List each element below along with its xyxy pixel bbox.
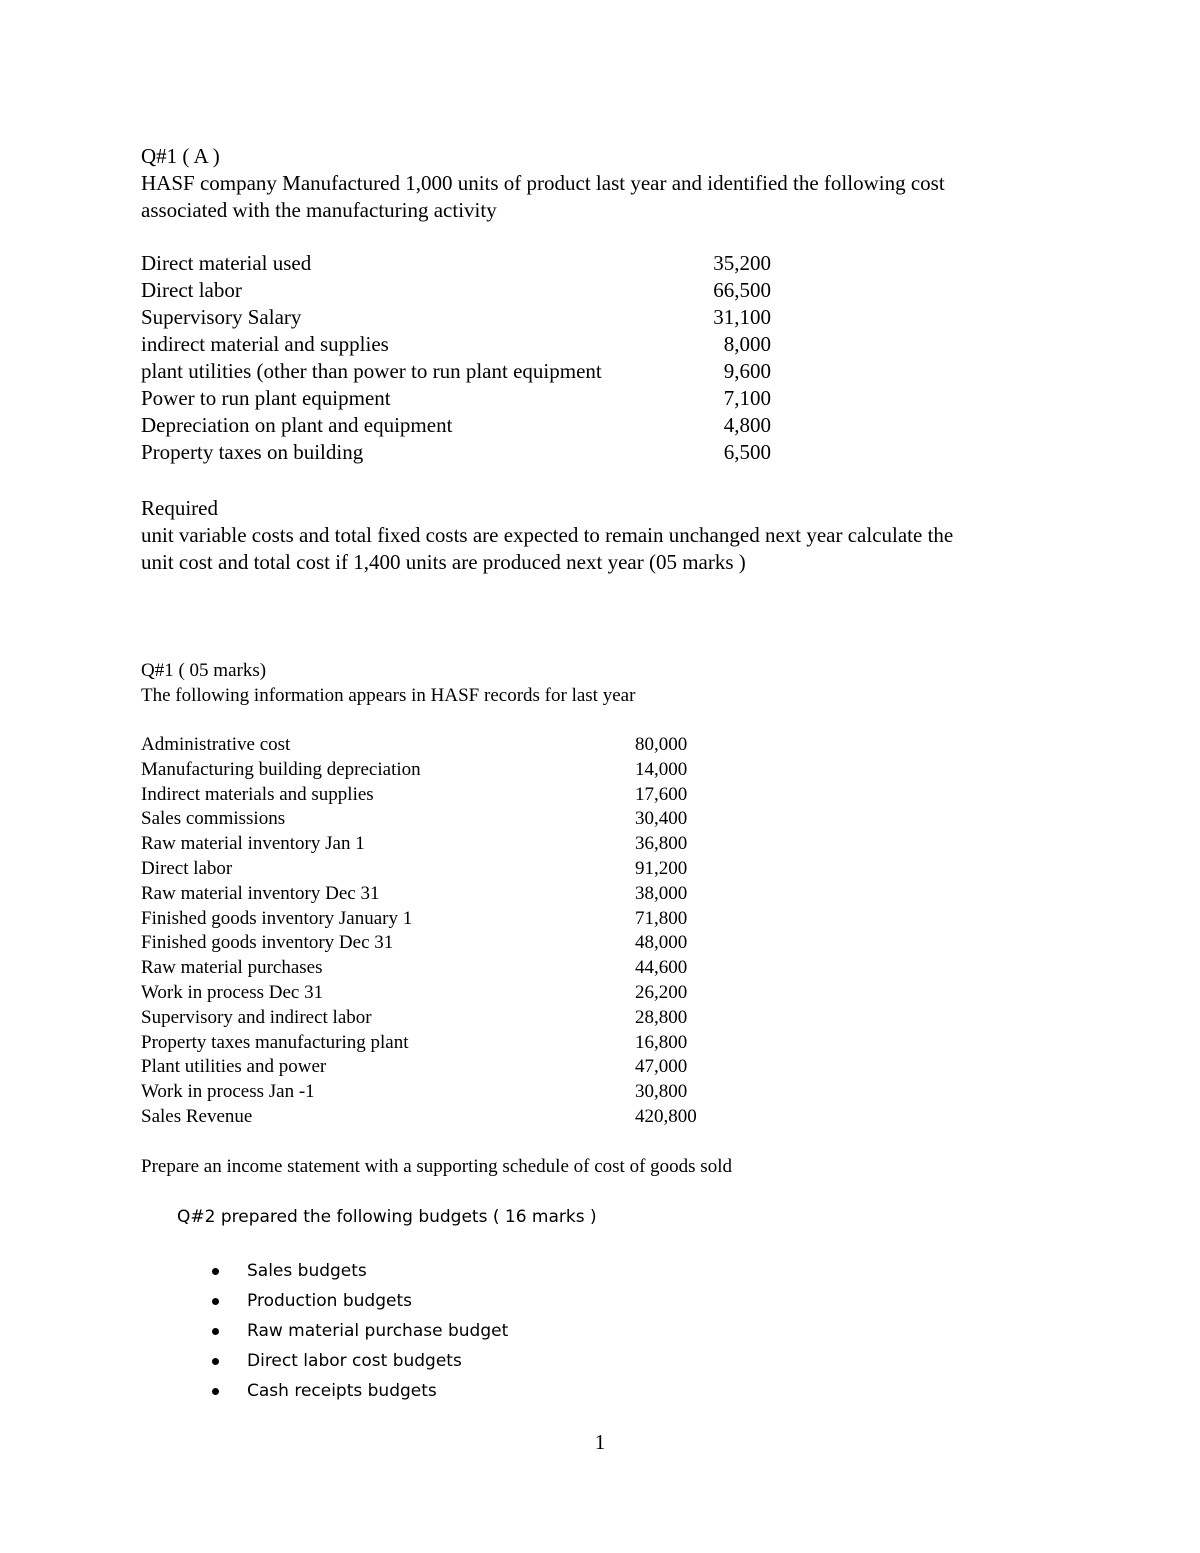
record-row [141,956,707,981]
record-label: Work in process Jan -1 [141,1081,315,1103]
record-row [141,1105,707,1130]
record-amount: 30,400 [635,808,688,830]
question-1a-intro-line-2: associated with the manufacturing activity [141,198,497,222]
question-1b-intro: The following information appears in HASF records for last year [141,685,636,706]
cost-amount: 4,800 [723,413,771,437]
cost-row [141,250,781,277]
cost-label: Power to run plant equipment [141,386,391,410]
record-row [141,931,707,956]
record-amount: 71,800 [635,907,688,929]
record-label: Raw material inventory Jan 1 [141,833,365,855]
record-label: Sales Revenue [141,1105,253,1127]
question-1b-header [141,658,635,708]
record-amount: 91,200 [635,857,688,879]
bullet-icon [212,1358,219,1365]
list-item [212,1346,508,1376]
bullet-icon [212,1298,219,1305]
bullet-icon [212,1388,219,1395]
record-amount: 30,800 [635,1081,688,1103]
record-row [141,907,707,932]
budget-item-label: Production budgets [247,1291,412,1311]
question-1a-header [141,143,945,224]
record-label: Raw material purchases [141,957,323,979]
record-label: Work in process Dec 31 [141,981,324,1003]
record-amount: 17,600 [635,783,688,805]
record-row [141,882,707,907]
cost-amount: 9,600 [723,359,771,383]
budget-item-label: Raw material purchase budget [247,1321,509,1341]
cost-label: Direct labor [141,278,242,302]
cost-row [141,304,781,331]
manufacturing-cost-table [141,250,781,466]
record-row [141,832,707,857]
record-label: Plant utilities and power [141,1056,327,1078]
record-amount: 48,000 [635,932,688,954]
cost-row [141,439,781,466]
record-label: Property taxes manufacturing plant [141,1031,409,1053]
list-item [212,1286,508,1316]
record-amount: 44,600 [635,957,688,979]
record-amount: 47,000 [635,1056,688,1078]
question-1a-requirement [141,495,953,576]
record-label: Sales commissions [141,808,286,830]
cost-label: indirect material and supplies [141,332,389,356]
cost-label: plant utilities (other than power to run plant equipment [141,359,602,383]
record-label: Manufacturing building depreciation [141,758,421,780]
question-2-heading: Q#2 prepared the following budgets ( 16 marks ) [177,1207,597,1227]
budget-item-label: Sales budgets [247,1261,367,1281]
cost-label: Supervisory Salary [141,305,302,329]
record-label: Raw material inventory Dec 31 [141,882,380,904]
required-line-2: unit cost and total cost if 1,400 units are produced next year (05 marks ) [141,550,746,574]
cost-row [141,358,781,385]
required-heading: Required [141,496,218,520]
cost-amount: 35,200 [713,251,771,275]
record-row [141,1006,707,1031]
bullet-icon [212,1328,219,1335]
cost-amount: 31,100 [713,305,771,329]
record-row [141,807,707,832]
record-row [141,758,707,783]
budget-item-label: Direct labor cost budgets [247,1351,462,1371]
record-row [141,857,707,882]
record-row [141,1080,707,1105]
question-1a-heading: Q#1 ( A ) [141,144,220,168]
cost-row [141,385,781,412]
cost-amount: 6,500 [723,440,771,464]
record-amount: 38,000 [635,882,688,904]
income-statement-instruction: Prepare an income statement with a supporting schedule of cost of goods sold [141,1156,732,1177]
record-label: Indirect materials and supplies [141,783,374,805]
bullet-icon [212,1268,219,1275]
cost-row [141,412,781,439]
record-row [141,783,707,808]
list-item [212,1256,508,1286]
record-amount: 80,000 [635,734,688,755]
question-1a-intro-line-1: HASF company Manufactured 1,000 units of product last year and identified the following cost [141,171,945,195]
cost-amount: 8,000 [723,332,771,356]
record-amount: 36,800 [635,833,688,855]
record-amount: 26,200 [635,981,688,1003]
record-amount: 420,800 [635,1105,697,1127]
hasf-records-table [141,733,707,1130]
page-number: 1 [594,1430,606,1454]
question-1b-heading: Q#1 ( 05 marks) [141,660,267,681]
record-amount: 16,800 [635,1031,688,1053]
record-label: Finished goods inventory January 1 [141,907,413,929]
record-row [141,1055,707,1080]
record-amount: 28,800 [635,1006,688,1028]
cost-row [141,277,781,304]
list-item [212,1376,508,1406]
record-row [141,733,707,758]
list-item [212,1316,508,1346]
budget-item-label: Cash receipts budgets [247,1381,437,1401]
cost-label: Depreciation on plant and equipment [141,413,453,437]
cost-row [141,331,781,358]
budget-list [212,1256,508,1406]
cost-amount: 7,100 [723,386,771,410]
cost-amount: 66,500 [713,278,771,302]
cost-label: Property taxes on building [141,440,364,464]
record-amount: 14,000 [635,758,688,780]
record-row [141,1031,707,1056]
record-label: Administrative cost [141,734,291,755]
required-line-1: unit variable costs and total fixed costs are expected to remain unchanged next year calculate the [141,523,954,547]
record-label: Supervisory and indirect labor [141,1006,372,1028]
record-label: Direct labor [141,857,233,879]
cost-label: Direct material used [141,251,312,275]
record-label: Finished goods inventory Dec 31 [141,932,394,954]
record-row [141,981,707,1006]
